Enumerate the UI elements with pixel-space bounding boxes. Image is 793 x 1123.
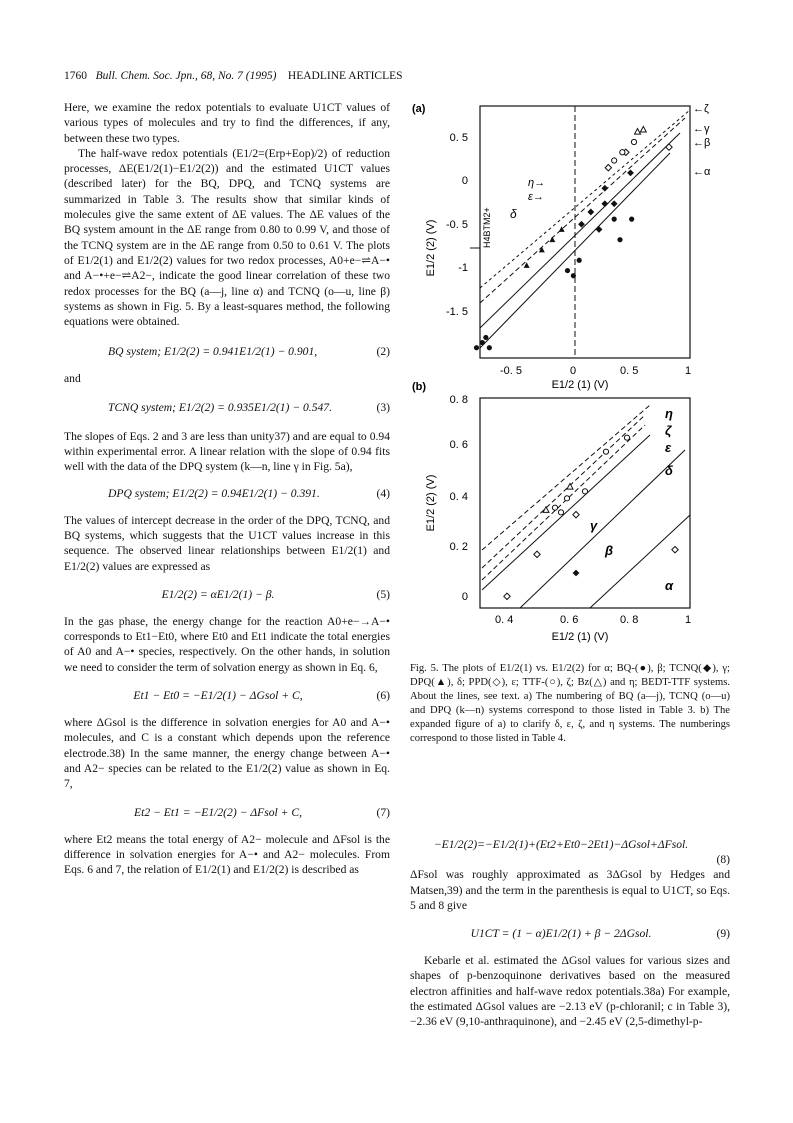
data-point [605, 165, 611, 171]
line-label: α [665, 578, 674, 593]
paragraph: The slopes of Eqs. 2 and 3 are less than unity37) and are equal to 0.94 within experimental error. A linear relation with the slope of 0.94 fits well with the data of the DPQ system (k—n, line γ in Fig. 5a), [64, 429, 390, 474]
equation-2: BQ system; E1/2(2) = 0.941E1/2(1) − 0.901, (2) [108, 345, 390, 359]
line-delta [482, 425, 645, 580]
points-a [474, 126, 672, 350]
data-point [558, 510, 563, 515]
data-point [571, 273, 576, 278]
equation-9: U1CT = (1 − α)E1/2(1) + β − 2ΔGsol. (9) [470, 927, 730, 941]
data-point [601, 200, 608, 207]
y-axis-label: E1/2 (2) (V) [425, 474, 437, 532]
paragraph: Kebarle et al. estimated the ΔGsol values for various sizes and shapes of p-benzoquinone derivatives based on the measured electron affinities and half-wave redox potentials.38a) For example, the estimated ΔGsol values are −2.13 eV (p-chloranil; c in Table 3), −2.36 eV (9,10-anthraquinone), and −2.45 eV (2,5-dimethyl-p- [410, 954, 730, 1029]
data-point [577, 258, 582, 263]
right-column [410, 830, 730, 1030]
data-point [567, 483, 573, 489]
data-point [573, 570, 580, 577]
data-point [603, 449, 608, 454]
data-point [612, 158, 617, 163]
side-label: ←ζ [693, 103, 709, 115]
equation-8: −E1/2(2)=−E1/2(1)+(Et2+Et0−2Et1)−ΔGsol+ΔFsol. [433, 838, 689, 851]
line-beta [480, 133, 680, 328]
plot-frame [480, 398, 690, 608]
figure-5b-plot [410, 380, 730, 655]
data-point [552, 505, 557, 510]
equation-5: E1/2(2) = αE1/2(1) − β. (5) [161, 587, 390, 601]
data-point [543, 507, 549, 513]
line-label: ζ [665, 423, 672, 438]
x-tick-label: 0 [570, 365, 577, 377]
data-point [631, 139, 636, 144]
y-tick-label: 0. 4 [449, 491, 468, 503]
x-axis-label: E1/2 (1) (V) [551, 631, 609, 643]
text-and: and [64, 372, 81, 386]
equation-6: Et1 − Et0 = −E1/2(1) − ΔGsol + C, (6) [133, 689, 390, 703]
paragraph: Here, we examine the redox potentials to evaluate U1CT values of various types of molecules and try to find the differences, if any, between these two types. [64, 101, 390, 145]
line-label: γ [590, 518, 598, 533]
data-point [582, 489, 587, 494]
x-tick-label: 0. 8 [620, 614, 639, 626]
x-axis-label: E1/2 (1) (V) [551, 379, 609, 391]
data-point [601, 185, 608, 192]
page-number: 1760 [64, 70, 87, 82]
y-tick-label: -1. 5 [445, 306, 468, 318]
side-label: ←α [693, 166, 711, 178]
running-header [64, 70, 403, 82]
side-label: ←β [693, 137, 711, 149]
line-zeta [480, 110, 690, 288]
line-alpha [590, 515, 690, 608]
data-point [624, 435, 629, 440]
data-point [666, 144, 672, 150]
x-tick-label: 0. 4 [495, 614, 514, 626]
data-point [534, 551, 540, 557]
paragraph: In the gas phase, the energy change for the reaction A0+e−→A−• corresponds to Et1−Et0, where Et0 and Et1 indicate the total energies of A0 and A−• species, respectively. On the other hands, in solution we need to consider the term of solvation energy as shown in Eq. 6, [64, 614, 390, 674]
line-gamma [482, 435, 650, 590]
figure-5a [410, 98, 730, 393]
figure-5a-plot [410, 98, 730, 391]
data-point [617, 237, 622, 242]
x-tick-label: 1 [685, 614, 692, 626]
data-point [565, 268, 570, 273]
y-tick-label: 0. 2 [449, 541, 468, 553]
data-point [620, 150, 625, 155]
data-point [635, 129, 641, 135]
line-epsilon [482, 415, 645, 568]
line-label: β [605, 543, 614, 558]
panel-label: (b) [412, 380, 427, 393]
y-tick-label: -0. 5 [445, 219, 468, 231]
data-point [596, 226, 603, 233]
data-point [487, 345, 492, 350]
paragraph: The half-wave redox potentials (E1/2=(Erp+Eop)/2) of reduction processes, ΔE(E1/2(1)−E1/2(2)) and the estimated U1CT values (described later) for the BQ, DPQ, and TCNQ systems are summarized in Table 3. The results show that similar kinds of molecules give the same extent of ΔE values. The ΔE values of the BQ system amount in the ΔE range from 0.80 to 0.99 V, and those of the TCNQ system are in the ΔE range from 0.50 to 0.61 V. The plots of E1/2(1) and E1/2(2) values for two redox processes, A0+e−⇌A−• and A−•+e−⇌A2−, indicate the good linear correlation of these two redox processes for the BQ (a—j, line α) and TCNQ (o—u, line β) systems as shown in Fig. 5. By a least-squares method, the following equations were obtained. [64, 146, 390, 329]
data-point [474, 345, 479, 350]
inner-label: ε→ [528, 191, 544, 203]
left-column [64, 100, 390, 877]
data-point [587, 209, 594, 216]
line-label: η [665, 406, 673, 421]
paragraph: where Et2 means the total energy of A2− molecule and ΔFsol is the difference in solvation energies for A−• and A2− molecules. From Eqs. 6 and 7, the relation of E1/2(1) and E1/2(2) is described as [64, 832, 390, 877]
data-point [611, 200, 618, 207]
data-point [672, 546, 678, 552]
y-tick-label: -1 [458, 262, 468, 274]
x-tick-label: -0. 5 [500, 365, 523, 377]
data-point [627, 169, 634, 176]
data-point [480, 340, 485, 345]
paragraph: The values of intercept decrease in the order of the DPQ, TCNQ, and BQ systems, which suggests that the U1CT values increase in this sequence. The observed linear relationships between E1/2(1) and E1/2(2) values are expressed as [64, 513, 390, 573]
side-label: ←γ [693, 123, 710, 135]
panel-label: (a) [412, 103, 426, 115]
x-tick-label: 0. 5 [620, 365, 639, 377]
journal-citation: Bull. Chem. Soc. Jpn., 68, No. 7 (1995) [95, 70, 277, 82]
inner-label: η→ [528, 177, 546, 189]
paragraph: ΔFsol was roughly approximated as 3ΔGsol by Hedges and Matsen,39) and the term in the parenthesis is equal to U1CT, so Eqs. 5 and 8 give [410, 868, 730, 912]
y-tick-label: 0. 6 [449, 439, 468, 451]
data-point [504, 593, 510, 599]
y-tick-label: 0. 8 [449, 394, 468, 406]
equation-8-number: (8) [716, 853, 730, 866]
y-axis-label: E1/2 (2) (V) [425, 219, 437, 277]
y-tick-label: 0. 5 [449, 132, 468, 144]
line-zeta [482, 405, 650, 550]
equation-3: TCNQ system; E1/2(2) = 0.935E1/2(1) − 0.547. (3) [108, 400, 390, 414]
x-tick-label: 1 [685, 365, 692, 377]
data-point [564, 496, 569, 501]
data-point [612, 217, 617, 222]
data-point [573, 511, 579, 517]
equation-4: DPQ system; E1/2(2) = 0.94E1/2(1) − 0.391. (4) [108, 486, 390, 500]
y-tick-label: 0 [461, 591, 468, 603]
paragraph: where ΔGsol is the difference in solvation energies for A0 and A−• molecules, and C is a constant which depends upon the reference electrode.38) In the same manner, the energy change between A−• and A2− species can be related to the E1/2(2) value as shown in Eq. 7, [64, 716, 390, 791]
x-tick-label: 0. 6 [560, 614, 579, 626]
line-beta [520, 450, 685, 608]
inner-label: δ [510, 207, 517, 221]
equation-7: Et2 − Et1 = −E1/2(2) − ΔFsol + C, (7) [134, 805, 390, 819]
inner-label: H4BTM2+ [482, 207, 492, 248]
data-point [483, 335, 488, 340]
figure-5b [410, 380, 730, 660]
line-label: ε [665, 440, 672, 455]
figure-caption: Fig. 5. The plots of E1/2(1) vs. E1/2(2) for α; BQ-(●), β; TCNQ(◆), γ; DPQ(▲), δ; PPD(◇), ε; TTF-(○), ζ; Bz(△) and η; BEDT-TTF systems. About the lines, see text. a) The numbering of BQ (a—j), TCNQ (o—u) and DPQ (k—n) systems correspond to those listed in Table 3. b) The expanded figure of a) to clarify δ, ε, ζ, and η systems. The numberings correspond to those listed in Table 4. [410, 663, 730, 744]
y-tick-label: 0 [461, 175, 468, 187]
plot-frame [480, 106, 690, 358]
data-point [549, 237, 555, 243]
data-point [629, 217, 634, 222]
data-point [640, 126, 646, 132]
section-title: HEADLINE ARTICLES [287, 70, 403, 82]
line-label: δ [665, 463, 673, 478]
